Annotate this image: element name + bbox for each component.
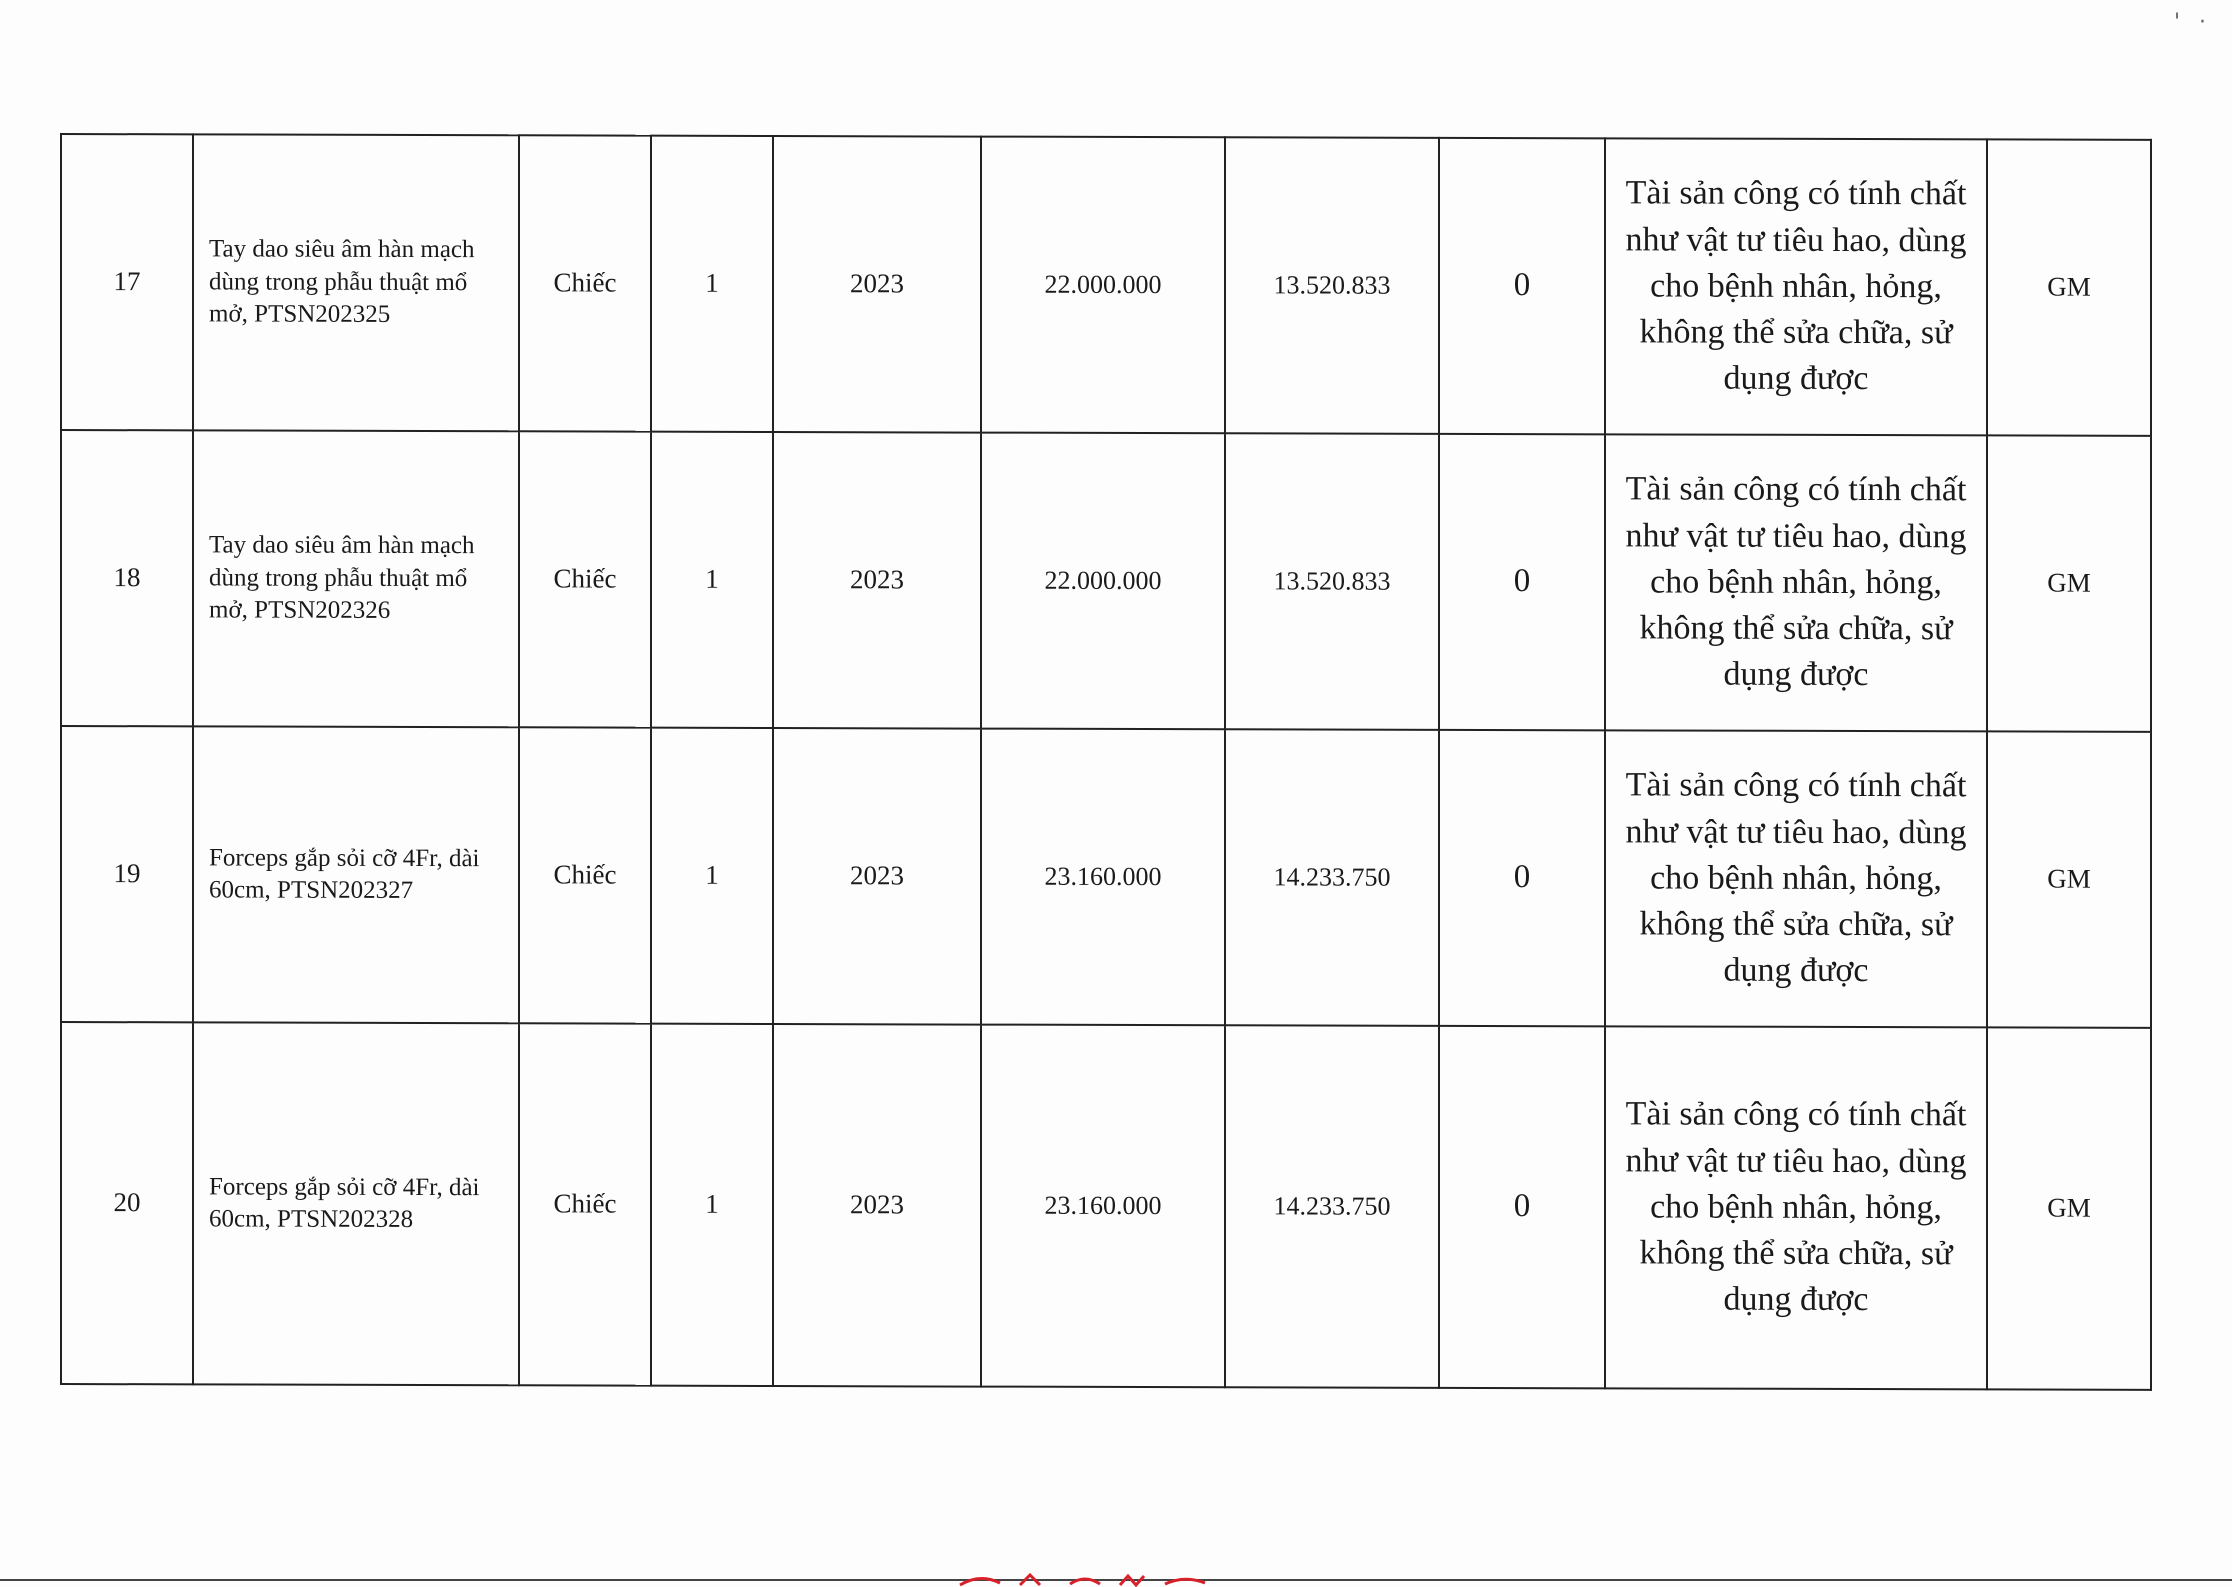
quantity-cell: 1 [651, 432, 773, 728]
unit-cell: Chiếc [519, 431, 651, 727]
remaining-value-cell: 14.233.750 [1225, 1025, 1439, 1388]
table-row [61, 1022, 2151, 1390]
stt-cell: 20 [61, 1022, 193, 1384]
asset-table [60, 133, 2152, 1391]
scan-artifact: ' · [2173, 10, 2212, 35]
quantity-cell: 1 [651, 728, 773, 1024]
status-cell: Tài sản công có tính chất như vật tư tiêu hao, dùng cho bệnh nhân, hỏng, không thể sửa chữa, sử dụng được [1605, 1026, 1987, 1389]
note-cell: GM [1987, 731, 2151, 1027]
note-cell: GM [1987, 139, 2151, 435]
remaining-value-cell: 14.233.750 [1225, 729, 1439, 1026]
stt-cell: 18 [61, 430, 193, 726]
asset-name-cell: Forceps gắp sỏi cỡ 4Fr, dài 60cm, PTSN202327 [193, 726, 519, 1023]
other-value-cell: 0 [1439, 434, 1605, 730]
original-value-cell: 23.160.000 [981, 729, 1225, 1026]
quantity-cell: 1 [651, 136, 773, 432]
stt-cell: 19 [61, 726, 193, 1022]
unit-cell: Chiếc [519, 135, 651, 431]
table-row [61, 134, 2151, 436]
unit-cell: Chiếc [519, 727, 651, 1023]
original-value-cell: 23.160.000 [981, 1025, 1225, 1388]
year-cell: 2023 [773, 432, 981, 729]
asset-name-cell: Tay dao siêu âm hàn mạch dùng trong phẫu thuật mổ mở, PTSN202325 [193, 134, 519, 431]
original-value-cell: 22.000.000 [981, 137, 1225, 434]
table-row [61, 726, 2151, 1028]
table-row [61, 430, 2151, 732]
year-cell: 2023 [773, 136, 981, 433]
note-cell: GM [1987, 1027, 2151, 1389]
other-value-cell: 0 [1439, 1026, 1605, 1388]
remaining-value-cell: 13.520.833 [1225, 137, 1439, 434]
asset-name-cell: Forceps gắp sỏi cỡ 4Fr, dài 60cm, PTSN202328 [193, 1022, 519, 1385]
status-cell: Tài sản công có tính chất như vật tư tiêu hao, dùng cho bệnh nhân, hỏng, không thể sửa chữa, sử dụng được [1605, 138, 1987, 435]
note-cell: GM [1987, 435, 2151, 731]
quantity-cell: 1 [651, 1024, 773, 1386]
remaining-value-cell: 13.520.833 [1225, 433, 1439, 730]
red-stamp-fragment-icon [950, 1571, 1230, 1587]
status-cell: Tài sản công có tính chất như vật tư tiêu hao, dùng cho bệnh nhân, hỏng, không thể sửa chữa, sử dụng được [1605, 730, 1987, 1027]
asset-table-wrapper [60, 133, 2150, 1391]
other-value-cell: 0 [1439, 138, 1605, 434]
year-cell: 2023 [773, 1024, 981, 1387]
unit-cell: Chiếc [519, 1023, 651, 1385]
status-cell: Tài sản công có tính chất như vật tư tiêu hao, dùng cho bệnh nhân, hỏng, không thể sửa chữa, sử dụng được [1605, 434, 1987, 731]
other-value-cell: 0 [1439, 730, 1605, 1026]
year-cell: 2023 [773, 728, 981, 1025]
asset-name-cell: Tay dao siêu âm hàn mạch dùng trong phẫu thuật mổ mở, PTSN202326 [193, 430, 519, 727]
stt-cell: 17 [61, 134, 193, 430]
original-value-cell: 22.000.000 [981, 433, 1225, 730]
